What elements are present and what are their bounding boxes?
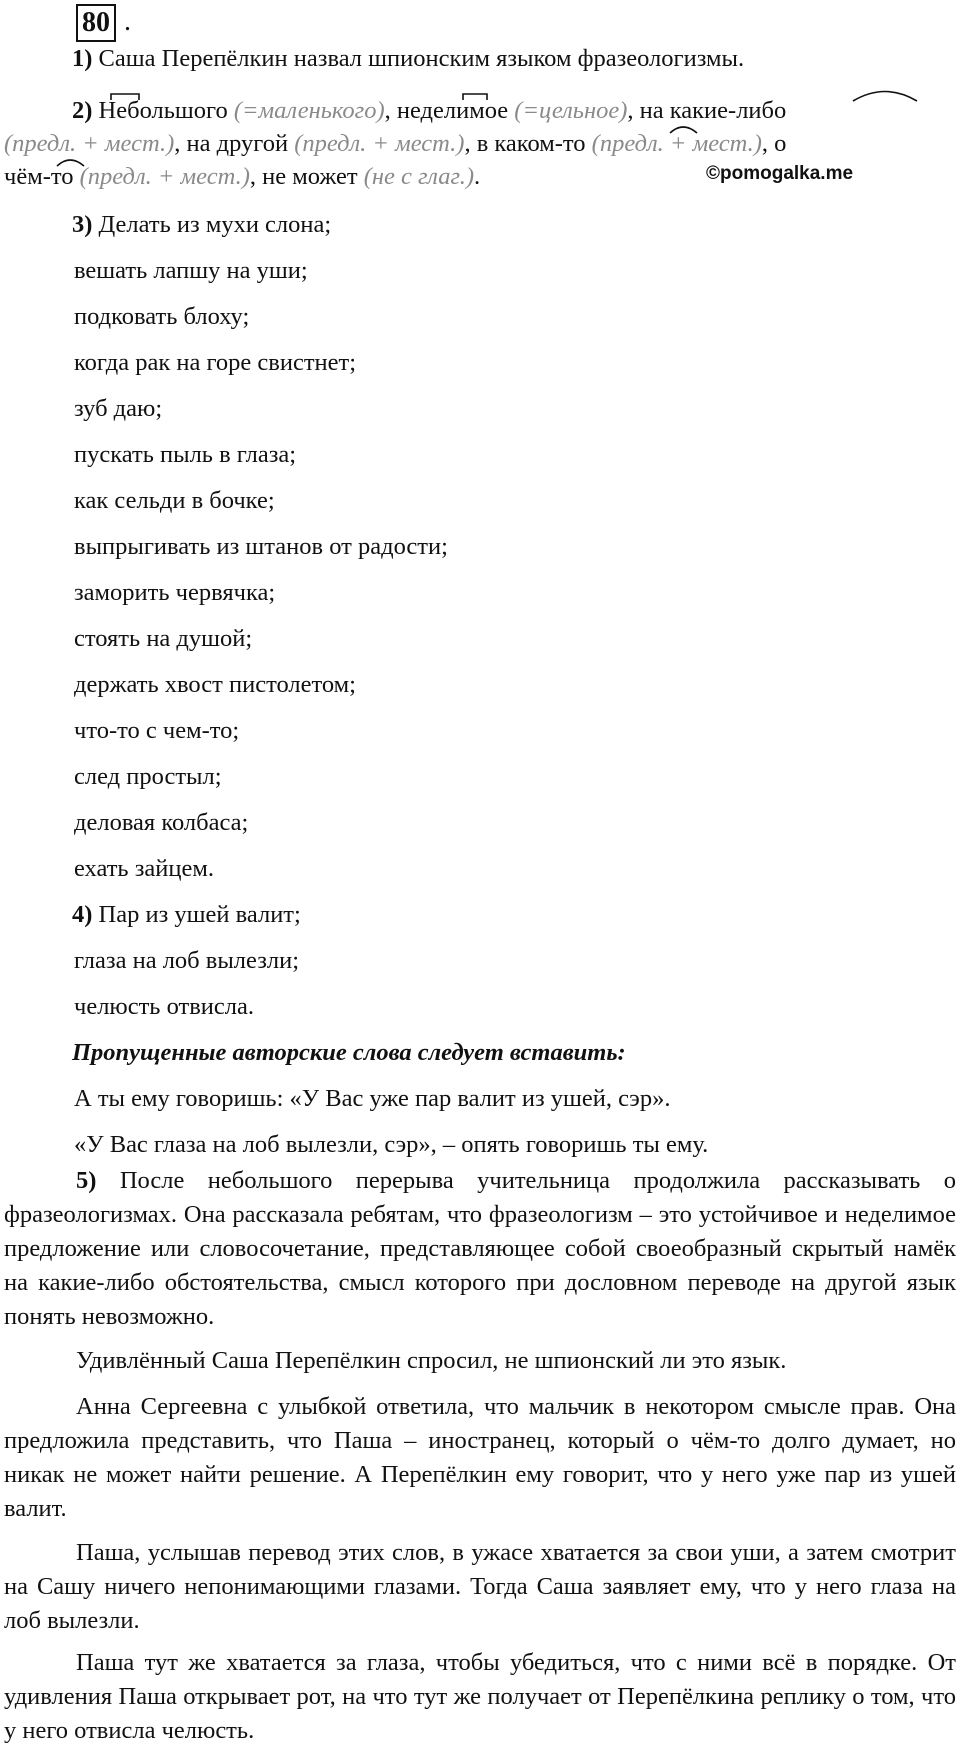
word-v-kakom-to: в каком-то — [476, 130, 592, 157]
idiom-item: Пар из ушей валит; — [92, 901, 301, 928]
idiom-item: стоять на душой; — [74, 625, 253, 652]
part4-line — [72, 900, 301, 930]
prefix-mark — [111, 94, 139, 100]
part1-text: Саша Перепёлкин назвал шпионским языком фразеологизмы. — [92, 45, 745, 72]
idiom-item: держать хвост пистолетом; — [74, 671, 356, 698]
idiom-item: глаза на лоб вылезли; — [74, 947, 300, 974]
idiom-item: выпрыгивать из штанов от радости; — [74, 533, 448, 560]
part5-number: 5) — [76, 1167, 97, 1194]
paragraph-text: Анна Сергеевна с улыбкой ответила, что мальчик в некотором смысле прав. Она предложила представить, что Паша – иностранец, который о чём-то долго думает, но никак не может найти решение. А Перепёлкин ему говорит, что у него уже пар из ушей валит. — [4, 1393, 956, 1522]
part4-number: 4) — [72, 901, 93, 928]
idiom-item: деловая колбаса; — [74, 809, 249, 836]
sep: . — [474, 163, 481, 190]
quote-line: «У Вас глаза на лоб вылезли, сэр», – опять говоришь ты ему. — [74, 1131, 709, 1158]
word-chem-to: чём-то — [4, 163, 80, 190]
part1-number: 1) — [72, 45, 93, 72]
note-predl-mest: (предл. + мест.) — [294, 130, 465, 157]
idiom-item: как сельди в бочке; — [74, 487, 275, 514]
paragraph-text: Удивлённый Саша Перепёлкин спросил, не шпионский ли это язык. — [76, 1347, 787, 1374]
part5-paragraph-4 — [4, 1536, 956, 1638]
idiom-item: ехать зайцем. — [74, 855, 215, 882]
part5-paragraph-5 — [4, 1646, 956, 1748]
sep: , — [627, 97, 640, 124]
idiom-item: что-то с чем-то; — [74, 717, 240, 744]
suffix-arc — [853, 92, 917, 102]
idiom-item: пускать пыль в глаза; — [74, 441, 297, 468]
note-predl-mest: (предл. + мест.) — [79, 163, 250, 190]
part5-paragraph-3 — [4, 1390, 956, 1526]
idiom-item: заморить червячка; — [74, 579, 276, 606]
section-heading: Пропущенные авторские слова следует вставить: — [72, 1039, 626, 1066]
paragraph-text: Паша, услышав перевод этих слов, в ужасе хватается за свои уши, а затем смотрит на Сашу ничего непонимающими глазами. Тогда Саша заявляет ему, что у него глаза на лоб вылезли. — [4, 1539, 956, 1634]
suffix-arc — [57, 160, 84, 166]
word-na-kakie-libo: на какие-либо — [639, 97, 787, 124]
idiom-item: челюсть отвисла. — [74, 993, 255, 1020]
part5-text: После небольшого перерыва учительница продолжила рассказывать о фразеологизмах. Она рассказала ребятам, что фразеологизм – это устойчивое и неделимое предложение или словосочетание, представляющее собой своеобразный скрытый намёк на какие-либо обстоятельства, смысл которого при дословном переводе на другой язык понять невозможно. — [4, 1167, 956, 1330]
part5-paragraph-1 — [4, 1164, 956, 1334]
note-predl-mest: (предл. + мест.) — [4, 130, 175, 157]
note-ne-s-glag: (не с глаг.) — [363, 163, 475, 190]
idiom-item: след простыл; — [74, 763, 222, 790]
idiom-item: вешать лапшу на уши; — [74, 257, 308, 284]
note-malenkogo: (=маленького) — [233, 97, 385, 124]
note-tselnoe: (=цельное) — [514, 97, 628, 124]
word-na-drugoy: на другой — [186, 130, 295, 157]
word-nebolshogo: Небольшого — [92, 97, 234, 124]
exercise-number: 80 — [76, 4, 116, 42]
exercise-number-dot: . — [124, 6, 131, 37]
part5-paragraph-2 — [4, 1344, 956, 1378]
morpheme-marks — [0, 0, 960, 260]
part2-number: 2) — [72, 97, 93, 124]
part3-number: 3) — [72, 211, 93, 238]
sep: , о — [761, 130, 787, 157]
prefix-mark — [463, 94, 487, 100]
sep: , — [464, 130, 477, 157]
word-ne-mozhet: не может — [262, 163, 364, 190]
watermark: ©pomogalka.me — [706, 163, 854, 184]
note-predl-mest: (предл. + мест.) — [591, 130, 762, 157]
quote-line: А ты ему говоришь: «У Вас уже пар валит из ушей, сэр». — [74, 1085, 671, 1112]
suffix-arc — [670, 127, 697, 133]
sep: , — [174, 130, 187, 157]
word-nedelimoe: неделимое — [396, 97, 515, 124]
idiom-item: подковать блоху; — [74, 303, 250, 330]
idiom-item: когда рак на горе свистнет; — [74, 349, 357, 376]
sep: , — [384, 97, 397, 124]
idiom-item: зуб даю; — [74, 395, 163, 422]
idiom-item: Делать из мухи слона; — [92, 211, 332, 238]
sep: , — [249, 163, 263, 190]
paragraph-text: Паша тут же хватается за глаза, чтобы убедиться, что с ними всё в порядке. От удивления Паша открывает рот, на что тут же получает от Перепёлкина реплику о том, что у него отвисла челюсть. — [4, 1649, 956, 1744]
